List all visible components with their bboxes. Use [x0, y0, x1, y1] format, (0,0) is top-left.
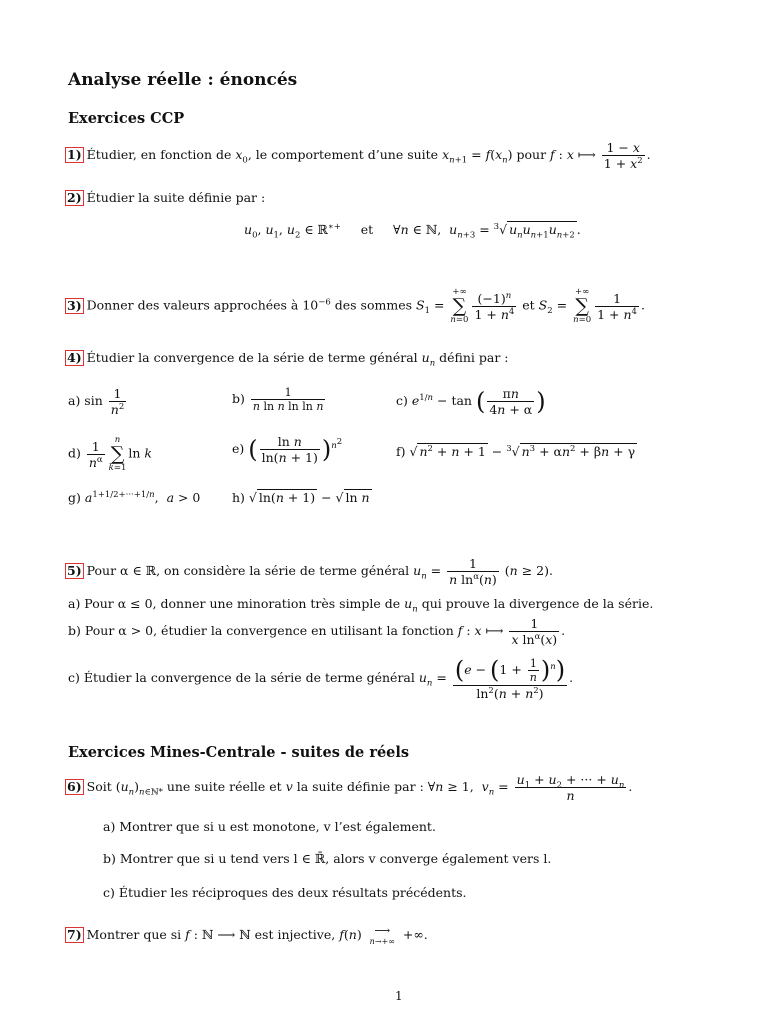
ex6-item-c: c) Étudier les réciproques des deux résultats précédents.	[103, 885, 467, 900]
ex4-item-e: e) ( $\frac{\text{ln n}}{\ln(n + 1)}$ )$^{n^2}$	[232, 434, 343, 465]
exercise-number: 5)	[67, 563, 82, 578]
ex5-item-a: a) Pour α ≤ 0, donner une minoration très simple de $u_n$ qui prouve la divergence de la série.	[68, 596, 654, 615]
sum-symbol: +∞ ∑ n=0	[573, 287, 592, 325]
exercise-2: 2) Étudier la suite définie par :	[67, 190, 266, 205]
section-ccp-heading: Exercices CCP	[68, 110, 185, 127]
exercise-6: 6) Soit $(u_n)_{n\in ℕ*}$ une suite réelle et v la suite définie par : ∀n ≥ 1, $v_n$ = $\frac{u_1 + u_2 + \cdot\cdot\cdot + u_n}{n}$ .	[67, 772, 633, 803]
ex4-item-g: g) $a^{1+1/2+\cdot\cdot\cdot+1/n}$, a > 0	[68, 489, 201, 505]
ex4-item-a: a) sin $\frac{1}{n^2}$	[68, 386, 125, 417]
exercise-1: 1) Étudier, en fonction de $x_0$, le comportement d’une suite $x_{n+1} = f(x_n)$ pour f : x ⟼ $\frac{1 - x}{1 + x^2}$ .	[67, 140, 651, 171]
exercise-3: 3) Donner des valeurs approchées à $10^{-6}$ des sommes $S_1$ = +∞ ∑ n=0 $\frac{(-1)^n}{1 + n^4}$ et $S_2$ = +∞ ∑ n=0 $\frac{1}{1 + n^4}$ .	[67, 287, 645, 325]
exercise-number: 2)	[67, 190, 82, 205]
exercise-7: 7) Montrer que si f : ℕ ⟶ ℕ est injective, f(n) ⟶ n→+∞ +∞.	[67, 924, 428, 947]
exercise-4: 4) Étudier la convergence de la série de terme général $u_n$ défini par :	[67, 350, 509, 369]
exercise-number: 6)	[67, 779, 82, 794]
ex6-item-a: a) Montrer que si u est monotone, v l’est également.	[103, 819, 436, 834]
fraction: $\frac{1 - x}{1 + x^2}$	[603, 140, 643, 171]
ex4-item-f: f) √ $n^2 + n + 1 - ^3√$ $n^3 + \alpha n^2 + \beta n + \gamma$	[396, 443, 636, 459]
exercise-number: 4)	[67, 350, 82, 365]
ex5-item-b: b) Pour α > 0, étudier la convergence en utilisant la fonction f : x ⟼ $\frac{1}{x \ln^\alpha(x)}$ .	[68, 616, 566, 647]
page-title: Analyse réelle : énoncés	[68, 70, 298, 90]
section-mines-heading: Exercices Mines-Centrale - suites de réels	[68, 744, 410, 761]
exercise-number: 1)	[67, 147, 82, 162]
sum-symbol: +∞ ∑ n=0	[450, 287, 469, 325]
ex4-item-b: b) $\frac{1}{\text{n ln n ln ln n}}$	[232, 386, 324, 414]
exercise-number: 7)	[67, 926, 82, 942]
page-number: 1	[395, 989, 403, 1003]
exercise-2-formula: $u_0$, $u_1$, $u_2$ ∈ ℝ∗+ et ∀n ∈ ℕ, $u_{n+3} = ^3√$ $u_nu_{n+1}u_{n+2}$ .	[244, 221, 581, 241]
exercise-number: 3)	[67, 297, 82, 313]
ex5-item-c: c) Étudier la convergence de la série de terme général $u_n$ = (e − (1 + $\frac{1}{n}$ )$^n$) $\ln^2(n + n^2)$ .	[68, 656, 574, 701]
ex4-item-d: d) $\frac{1}{n^\alpha}$ n ∑ k=1 ln k	[68, 435, 152, 473]
ex4-item-c: c) $e^{1/n} - \tan$ ( $\frac{\pi n}{4n + \alpha}$ )	[396, 386, 546, 417]
ex6-item-b: b) Montrer que si u tend vers l ∈ ℝ̄, alors v converge également vers l.	[103, 851, 552, 866]
exercise-5: 5) Pour α ∈ ℝ, on considère la série de terme général $u_n$ = $\frac{1}{n \ln^\alpha(n)}$ (n ≥ 2).	[67, 556, 553, 587]
ex4-item-h: h) √ ln(n + 1) − √ ln n	[232, 490, 370, 505]
